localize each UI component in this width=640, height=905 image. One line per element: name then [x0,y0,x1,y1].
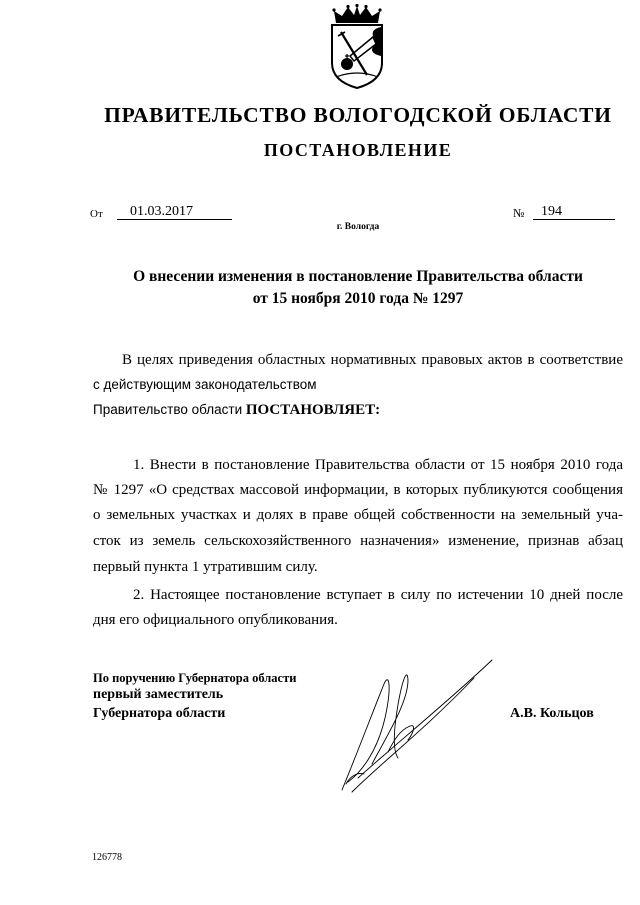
document-registration-code: 126778 [92,852,122,863]
document-heading-line: от 15 ноября 2010 года № 1297 [252,290,464,307]
signatory-title-line: Губернатора области [93,706,226,721]
vologda-coat-of-arms-icon [328,3,386,89]
date-prefix-label: От [90,208,103,220]
city-label: г. Вологда [336,222,380,232]
item-line: 1. Внести в постановление Правительства области от 15 ноября 2010 года [133,457,623,473]
item-line: 2. Настоящее постановление вступает в силу по истечении 10 дней после [133,587,623,603]
signatory-title-line: первый заместитель [93,687,224,702]
preamble-line: с действующим законодательством [93,377,317,392]
decision-keyword: ПОСТАНОВЛЯЕТ: [245,402,381,418]
item-line: сток из земель сельскохозяйственного назначения» изменение, признав абзац [93,533,623,549]
number-prefix-label: № [513,206,525,220]
item-line: о земельных участках и долях в праве общей собственности на земельный уча- [93,507,623,523]
document-date: 01.03.2017 [117,203,232,220]
signatory-name: А.В. Кольцов [510,706,594,721]
signatory-title-line: По поручению Губернатора области [93,671,297,685]
document-number: 194 [533,203,615,220]
item-line: № 1297 «О средствах массовой информации, в которых публикуются сообщения [93,482,623,498]
document-heading-line: О внесении изменения в постановление Правительства области [133,268,583,285]
handwritten-signature-icon [328,656,496,794]
preamble-line: В целях приведения областных нормативных правовых актов в соответствие [122,352,623,368]
document-type-title: ПОСТАНОВЛЕНИЕ [263,140,453,160]
organization-title: ПРАВИТЕЛЬСТВО ВОЛОГОДСКОЙ ОБЛАСТИ [104,103,612,127]
item-line: дня его официального опубликования. [93,612,338,628]
decision-line [93,400,623,420]
decision-prefix: Правительство области [93,402,246,417]
item-line: первый пункта 1 утратившим силу. [93,559,318,575]
